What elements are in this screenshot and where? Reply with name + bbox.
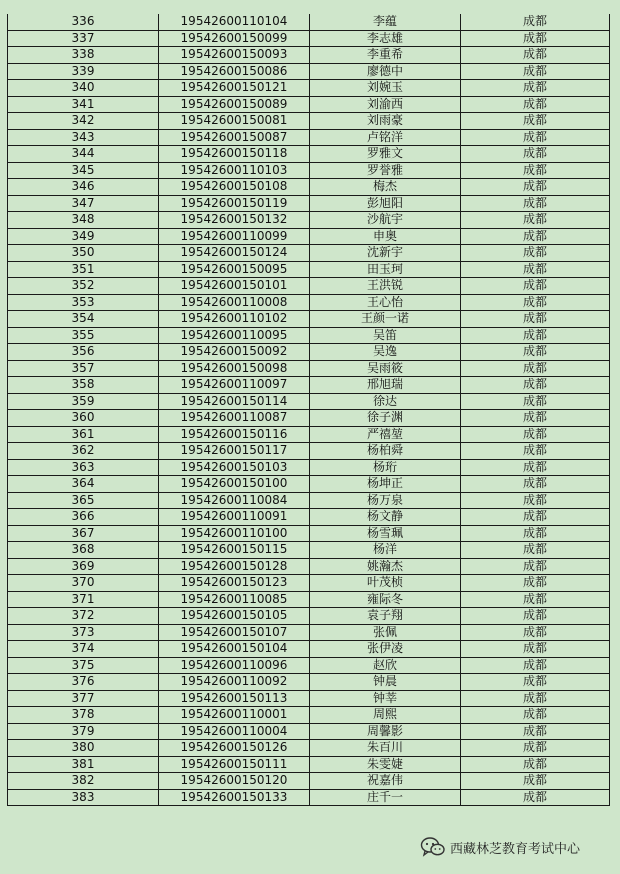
exam-id-cell: 19542600110001 xyxy=(159,707,310,724)
name-cell: 邢旭瑞 xyxy=(310,377,461,394)
location-cell: 成都 xyxy=(461,476,610,493)
name-cell: 周馨影 xyxy=(310,723,461,740)
exam-id-cell: 19542600150124 xyxy=(159,245,310,262)
row-number-cell: 373 xyxy=(8,624,159,641)
location-cell: 成都 xyxy=(461,558,610,575)
name-cell: 梅杰 xyxy=(310,179,461,196)
name-cell: 朱雯婕 xyxy=(310,756,461,773)
name-cell: 彭旭阳 xyxy=(310,195,461,212)
exam-id-cell: 19542600110085 xyxy=(159,591,310,608)
location-cell: 成都 xyxy=(461,360,610,377)
exam-id-cell: 19542600150120 xyxy=(159,773,310,790)
exam-id-cell: 19542600110100 xyxy=(159,525,310,542)
location-cell: 成都 xyxy=(461,146,610,163)
row-number-cell: 342 xyxy=(8,113,159,130)
exam-id-cell: 19542600150111 xyxy=(159,756,310,773)
name-cell: 张佩 xyxy=(310,624,461,641)
table-row xyxy=(8,261,610,278)
table-row xyxy=(8,195,610,212)
exam-id-cell: 19542600150117 xyxy=(159,443,310,460)
name-cell: 田玉珂 xyxy=(310,261,461,278)
exam-id-cell: 19542600150133 xyxy=(159,789,310,806)
exam-id-cell: 19542600150108 xyxy=(159,179,310,196)
name-cell: 杨坤正 xyxy=(310,476,461,493)
table-row xyxy=(8,63,610,80)
table-row xyxy=(8,575,610,592)
location-cell: 成都 xyxy=(461,96,610,113)
name-cell: 杨文静 xyxy=(310,509,461,526)
name-cell: 钟莘 xyxy=(310,690,461,707)
location-cell: 成都 xyxy=(461,740,610,757)
name-cell: 周熙 xyxy=(310,707,461,724)
row-number-cell: 374 xyxy=(8,641,159,658)
exam-id-cell: 19542600150101 xyxy=(159,278,310,295)
exam-id-cell: 19542600110102 xyxy=(159,311,310,328)
table-row xyxy=(8,344,610,361)
location-cell: 成都 xyxy=(461,773,610,790)
table-row xyxy=(8,377,610,394)
row-number-cell: 353 xyxy=(8,294,159,311)
table-row xyxy=(8,492,610,509)
row-number-cell: 340 xyxy=(8,80,159,97)
table-row xyxy=(8,789,610,806)
name-cell: 杨雪珮 xyxy=(310,525,461,542)
row-number-cell: 359 xyxy=(8,393,159,410)
exam-id-cell: 19542600110103 xyxy=(159,162,310,179)
watermark-text: 西藏林芝教育考试中心 xyxy=(450,841,581,857)
row-number-cell: 382 xyxy=(8,773,159,790)
row-number-cell: 366 xyxy=(8,509,159,526)
row-number-cell: 369 xyxy=(8,558,159,575)
location-cell: 成都 xyxy=(461,63,610,80)
row-number-cell: 381 xyxy=(8,756,159,773)
location-cell: 成都 xyxy=(461,608,610,625)
location-cell: 成都 xyxy=(461,195,610,212)
wechat-icon xyxy=(420,836,446,858)
row-number-cell: 376 xyxy=(8,674,159,691)
name-cell: 廖德中 xyxy=(310,63,461,80)
row-number-cell: 362 xyxy=(8,443,159,460)
exam-id-cell: 19542600150092 xyxy=(159,344,310,361)
location-cell: 成都 xyxy=(461,278,610,295)
location-cell: 成都 xyxy=(461,542,610,559)
table-row xyxy=(8,294,610,311)
name-cell: 张伊凌 xyxy=(310,641,461,658)
name-cell: 杨万泉 xyxy=(310,492,461,509)
row-number-cell: 343 xyxy=(8,129,159,146)
name-cell: 杨柏舜 xyxy=(310,443,461,460)
exam-id-cell: 19542600150081 xyxy=(159,113,310,130)
exam-id-cell: 19542600150104 xyxy=(159,641,310,658)
name-cell: 叶茂桢 xyxy=(310,575,461,592)
location-cell: 成都 xyxy=(461,707,610,724)
row-number-cell: 364 xyxy=(8,476,159,493)
exam-id-cell: 19542600150098 xyxy=(159,360,310,377)
table-row xyxy=(8,179,610,196)
name-cell: 罗誉雅 xyxy=(310,162,461,179)
exam-id-cell: 19542600150087 xyxy=(159,129,310,146)
exam-id-cell: 19542600110092 xyxy=(159,674,310,691)
exam-id-cell: 19542600150132 xyxy=(159,212,310,229)
table-row xyxy=(8,674,610,691)
exam-id-cell: 19542600150126 xyxy=(159,740,310,757)
table-row xyxy=(8,228,610,245)
row-number-cell: 341 xyxy=(8,96,159,113)
location-cell: 成都 xyxy=(461,179,610,196)
row-number-cell: 345 xyxy=(8,162,159,179)
exam-id-cell: 19542600150107 xyxy=(159,624,310,641)
row-number-cell: 344 xyxy=(8,146,159,163)
table-row xyxy=(8,30,610,47)
table-row xyxy=(8,443,610,460)
name-cell: 朱百川 xyxy=(310,740,461,757)
exam-id-cell: 19542600150123 xyxy=(159,575,310,592)
exam-id-cell: 19542600110096 xyxy=(159,657,310,674)
name-cell: 吴笛 xyxy=(310,327,461,344)
exam-id-cell: 19542600150103 xyxy=(159,459,310,476)
row-number-cell: 355 xyxy=(8,327,159,344)
row-number-cell: 372 xyxy=(8,608,159,625)
location-cell: 成都 xyxy=(461,294,610,311)
table-row xyxy=(8,608,610,625)
name-cell: 姚瀚杰 xyxy=(310,558,461,575)
row-number-cell: 363 xyxy=(8,459,159,476)
row-number-cell: 354 xyxy=(8,311,159,328)
exam-id-cell: 19542600110099 xyxy=(159,228,310,245)
exam-id-cell: 19542600110091 xyxy=(159,509,310,526)
exam-id-cell: 19542600150095 xyxy=(159,261,310,278)
name-cell: 李志雄 xyxy=(310,30,461,47)
exam-id-cell: 19542600150089 xyxy=(159,96,310,113)
location-cell: 成都 xyxy=(461,641,610,658)
table-row xyxy=(8,80,610,97)
row-number-cell: 371 xyxy=(8,591,159,608)
location-cell: 成都 xyxy=(461,624,610,641)
table-row xyxy=(8,311,610,328)
exam-id-cell: 19542600110087 xyxy=(159,410,310,427)
row-number-cell: 338 xyxy=(8,47,159,64)
location-cell: 成都 xyxy=(461,410,610,427)
table-row xyxy=(8,690,610,707)
name-cell: 赵欣 xyxy=(310,657,461,674)
table-row xyxy=(8,459,610,476)
location-cell: 成都 xyxy=(461,377,610,394)
location-cell: 成都 xyxy=(461,261,610,278)
table-row xyxy=(8,96,610,113)
table-row xyxy=(8,723,610,740)
location-cell: 成都 xyxy=(461,245,610,262)
row-number-cell: 352 xyxy=(8,278,159,295)
exam-id-cell: 19542600110008 xyxy=(159,294,310,311)
name-cell: 李重希 xyxy=(310,47,461,64)
exam-id-cell: 19542600110104 xyxy=(159,14,310,30)
name-cell: 刘渝西 xyxy=(310,96,461,113)
row-number-cell: 347 xyxy=(8,195,159,212)
name-cell: 吴逸 xyxy=(310,344,461,361)
location-cell: 成都 xyxy=(461,525,610,542)
location-cell: 成都 xyxy=(461,723,610,740)
table-row xyxy=(8,641,610,658)
name-cell: 王心怡 xyxy=(310,294,461,311)
watermark xyxy=(420,836,580,858)
row-number-cell: 368 xyxy=(8,542,159,559)
exam-id-cell: 19542600150121 xyxy=(159,80,310,97)
name-cell: 祝嘉伟 xyxy=(310,773,461,790)
exam-id-cell: 19542600150093 xyxy=(159,47,310,64)
table-row xyxy=(8,740,610,757)
table-body xyxy=(8,14,610,806)
name-cell: 杨珩 xyxy=(310,459,461,476)
table-row xyxy=(8,327,610,344)
row-number-cell: 370 xyxy=(8,575,159,592)
table-row xyxy=(8,509,610,526)
exam-id-cell: 19542600150115 xyxy=(159,542,310,559)
name-cell: 雍际冬 xyxy=(310,591,461,608)
location-cell: 成都 xyxy=(461,789,610,806)
name-cell: 罗雅文 xyxy=(310,146,461,163)
location-cell: 成都 xyxy=(461,30,610,47)
table-row xyxy=(8,426,610,443)
exam-id-cell: 19542600150113 xyxy=(159,690,310,707)
exam-id-cell: 19542600110004 xyxy=(159,723,310,740)
row-number-cell: 349 xyxy=(8,228,159,245)
table-row xyxy=(8,278,610,295)
table-row xyxy=(8,162,610,179)
table-row xyxy=(8,476,610,493)
table-row xyxy=(8,212,610,229)
name-cell: 袁子翔 xyxy=(310,608,461,625)
exam-id-cell: 19542600110095 xyxy=(159,327,310,344)
table-row xyxy=(8,129,610,146)
table-row xyxy=(8,393,610,410)
location-cell: 成都 xyxy=(461,591,610,608)
location-cell: 成都 xyxy=(461,575,610,592)
row-number-cell: 377 xyxy=(8,690,159,707)
location-cell: 成都 xyxy=(461,80,610,97)
table-row xyxy=(8,773,610,790)
name-cell: 刘雨豪 xyxy=(310,113,461,130)
row-number-cell: 337 xyxy=(8,30,159,47)
row-number-cell: 361 xyxy=(8,426,159,443)
exam-id-cell: 19542600110084 xyxy=(159,492,310,509)
table-row xyxy=(8,756,610,773)
row-number-cell: 360 xyxy=(8,410,159,427)
name-cell: 庄千一 xyxy=(310,789,461,806)
table-row xyxy=(8,146,610,163)
location-cell: 成都 xyxy=(461,509,610,526)
exam-id-cell: 19542600150116 xyxy=(159,426,310,443)
row-number-cell: 380 xyxy=(8,740,159,757)
table-row xyxy=(8,245,610,262)
row-number-cell: 379 xyxy=(8,723,159,740)
name-cell: 沙航宇 xyxy=(310,212,461,229)
location-cell: 成都 xyxy=(461,443,610,460)
exam-id-cell: 19542600150105 xyxy=(159,608,310,625)
name-cell: 杨洋 xyxy=(310,542,461,559)
location-cell: 成都 xyxy=(461,657,610,674)
row-number-cell: 357 xyxy=(8,360,159,377)
row-number-cell: 375 xyxy=(8,657,159,674)
name-cell: 沈新宇 xyxy=(310,245,461,262)
name-cell: 李蕴 xyxy=(310,14,461,30)
exam-id-cell: 19542600150086 xyxy=(159,63,310,80)
location-cell: 成都 xyxy=(461,113,610,130)
row-number-cell: 350 xyxy=(8,245,159,262)
table-row xyxy=(8,525,610,542)
exam-id-cell: 19542600110097 xyxy=(159,377,310,394)
exam-id-cell: 19542600150099 xyxy=(159,30,310,47)
location-cell: 成都 xyxy=(461,426,610,443)
location-cell: 成都 xyxy=(461,47,610,64)
row-number-cell: 346 xyxy=(8,179,159,196)
row-number-cell: 367 xyxy=(8,525,159,542)
row-number-cell: 348 xyxy=(8,212,159,229)
table-row xyxy=(8,707,610,724)
table-row xyxy=(8,47,610,64)
location-cell: 成都 xyxy=(461,756,610,773)
table-row xyxy=(8,624,610,641)
table-row xyxy=(8,558,610,575)
name-cell: 徐子渊 xyxy=(310,410,461,427)
row-number-cell: 356 xyxy=(8,344,159,361)
name-cell: 刘婉玉 xyxy=(310,80,461,97)
name-cell: 王颜一诺 xyxy=(310,311,461,328)
exam-id-cell: 19542600150100 xyxy=(159,476,310,493)
row-number-cell: 365 xyxy=(8,492,159,509)
table-row xyxy=(8,657,610,674)
location-cell: 成都 xyxy=(461,344,610,361)
name-cell: 严禧堃 xyxy=(310,426,461,443)
location-cell: 成都 xyxy=(461,129,610,146)
location-cell: 成都 xyxy=(461,674,610,691)
table-row xyxy=(8,410,610,427)
table-row xyxy=(8,591,610,608)
location-cell: 成都 xyxy=(461,14,610,30)
location-cell: 成都 xyxy=(461,459,610,476)
exam-id-cell: 19542600150119 xyxy=(159,195,310,212)
row-number-cell: 383 xyxy=(8,789,159,806)
exam-id-cell: 19542600150128 xyxy=(159,558,310,575)
row-number-cell: 378 xyxy=(8,707,159,724)
location-cell: 成都 xyxy=(461,162,610,179)
location-cell: 成都 xyxy=(461,327,610,344)
admission-list-table xyxy=(7,14,610,806)
location-cell: 成都 xyxy=(461,393,610,410)
row-number-cell: 339 xyxy=(8,63,159,80)
location-cell: 成都 xyxy=(461,311,610,328)
row-number-cell: 358 xyxy=(8,377,159,394)
name-cell: 王洪锐 xyxy=(310,278,461,295)
table-row xyxy=(8,542,610,559)
location-cell: 成都 xyxy=(461,690,610,707)
row-number-cell: 336 xyxy=(8,14,159,30)
location-cell: 成都 xyxy=(461,212,610,229)
name-cell: 钟晨 xyxy=(310,674,461,691)
table-row xyxy=(8,113,610,130)
row-number-cell: 351 xyxy=(8,261,159,278)
exam-id-cell: 19542600150118 xyxy=(159,146,310,163)
table-row xyxy=(8,360,610,377)
name-cell: 卢铭洋 xyxy=(310,129,461,146)
exam-id-cell: 19542600150114 xyxy=(159,393,310,410)
name-cell: 吴雨筱 xyxy=(310,360,461,377)
location-cell: 成都 xyxy=(461,228,610,245)
location-cell: 成都 xyxy=(461,492,610,509)
name-cell: 申奥 xyxy=(310,228,461,245)
table-row xyxy=(8,14,610,30)
name-cell: 徐达 xyxy=(310,393,461,410)
